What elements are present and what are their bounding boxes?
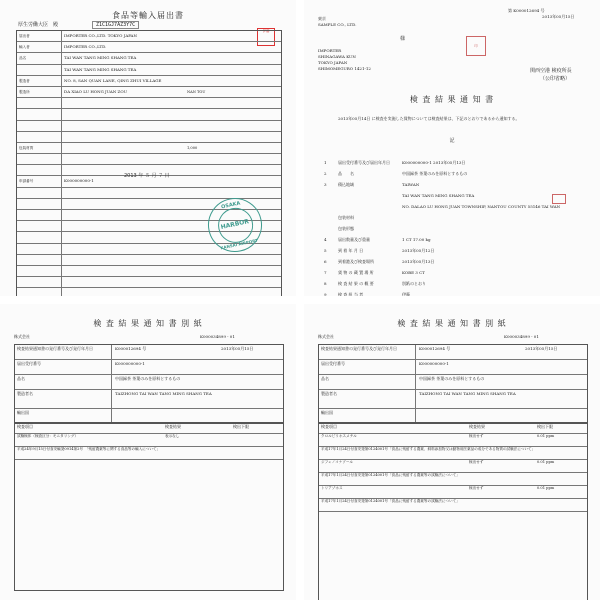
notification-form-table <box>16 30 282 296</box>
form-row-label <box>17 98 62 108</box>
form-row-label <box>17 277 62 287</box>
form-row <box>17 288 281 296</box>
results-row <box>15 434 283 447</box>
notice-item-number: 3 <box>324 182 327 187</box>
addressee-line-1: 東京 <box>318 16 326 21</box>
notice-items-list <box>324 160 584 296</box>
form-row <box>17 154 281 165</box>
notice-item-label: 包装形態 <box>338 226 354 231</box>
form-row-label <box>17 221 62 231</box>
form-row <box>17 255 281 266</box>
results-item: ジフェノコナゾール <box>321 460 353 464</box>
notice-item-value: 伊藤 <box>402 292 410 296</box>
inspection-result-notice-page <box>304 0 600 296</box>
notice-item-value: 中国緑茶 茶葉のみを原料とするもの <box>402 171 468 176</box>
notice-item-number: 1 <box>324 160 327 165</box>
results-header <box>319 423 587 434</box>
results-blank-area <box>15 460 283 590</box>
form-row-label: 届出者 <box>17 31 62 41</box>
results-row <box>319 460 587 473</box>
results-item: トリアゾホス <box>321 486 343 490</box>
results-item: 平成17年1月24日付食安発第0124001号「食品に残留する農薬等の試験法について」 <box>321 473 460 477</box>
form-row <box>17 277 281 288</box>
seal-box: 印 <box>466 36 486 56</box>
form-row-value: DA XIAO LU HONG JUAN ZOU <box>64 88 127 94</box>
notice-item <box>324 248 584 259</box>
results-header-item: 検査項目 <box>17 424 33 429</box>
divider <box>415 409 416 423</box>
info-value: K000012694 号 <box>115 346 147 351</box>
attachment-info-table <box>14 344 284 424</box>
form-row <box>17 121 281 132</box>
handwritten-date: 2013 年 ５ 月 ７ 日 <box>124 173 170 179</box>
form-row-label <box>17 188 62 198</box>
results-header <box>15 423 283 434</box>
results-blank-area <box>319 512 587 600</box>
addressee: 厚生労働大臣 殿 <box>18 22 59 28</box>
attachment-doc-no: K000034899 - 01 <box>200 334 235 339</box>
notice-item <box>324 270 584 281</box>
form-row-label: 製造所 <box>17 87 62 97</box>
info-label: 届出受付番号 <box>321 361 345 366</box>
results-item: 平成17年1月24日付食安発第0124001号「食品に残留する農薬、飼料添加物又は動物用医薬品の成分である物質の試験法について」 <box>321 447 536 451</box>
notice-item <box>324 259 584 270</box>
info-row <box>319 360 587 375</box>
result-attachment-page-1 <box>0 304 296 600</box>
issuer-line-2: （公印省略） <box>540 76 571 82</box>
notice-item <box>324 215 584 226</box>
notice-item <box>324 193 584 204</box>
address-line-4: SHIMOMEGURO 1421-12 <box>318 66 371 71</box>
attachment-doc-no: K000034899 - 01 <box>504 334 539 339</box>
form-row <box>17 65 281 76</box>
results-value: 検出せず <box>469 434 484 438</box>
results-row <box>15 447 283 460</box>
notice-item-label: 貨 物 の 蔵 置 場 所 <box>338 270 374 275</box>
form-row-label <box>17 165 62 175</box>
notice-item-label: 到 着 年 月 日 <box>338 248 364 253</box>
form-row <box>17 266 281 277</box>
info-value: TAIZHONG TAI WAN TANG MING SHANG TEA <box>419 391 516 396</box>
divider <box>111 390 112 408</box>
form-row-label: 品名 <box>17 53 62 63</box>
issuer-line-1: 関西空港 検疫所長 <box>530 68 572 74</box>
form-row-label <box>17 232 62 242</box>
info-value: K000000000-1 <box>115 361 145 366</box>
info-row <box>319 409 587 423</box>
addressee-line-2: SAMPLE CO., LTD. <box>318 22 357 27</box>
attachment-title: 検 査 結 果 通 知 書 別 紙 <box>93 319 203 328</box>
notice-item <box>324 281 584 292</box>
form-row-label <box>17 210 62 220</box>
results-row <box>319 499 587 512</box>
attachment-results-table <box>318 422 588 600</box>
results-row <box>319 473 587 486</box>
info-label: 輸出国 <box>17 410 29 415</box>
notice-item-label: 検 査 担 当 者 <box>338 292 364 296</box>
form-row-label <box>17 244 62 254</box>
divider <box>111 360 112 374</box>
notice-item <box>324 226 584 237</box>
notice-item <box>324 182 584 193</box>
notice-item-value: 2013年05月13日 <box>402 259 435 264</box>
results-value: 検出せず <box>469 486 484 490</box>
notice-item <box>324 237 584 248</box>
results-limit: 0.01 ppm <box>537 486 555 490</box>
divider <box>111 409 112 423</box>
notice-item <box>324 204 584 215</box>
results-limit: 0.01 ppm <box>537 460 555 464</box>
form-row-label <box>17 266 62 276</box>
form-row-label: 製造者 <box>17 76 62 86</box>
info-label: 品名 <box>17 376 25 381</box>
form-row-label <box>17 121 62 131</box>
info-date: 2013年05月15日 <box>525 346 558 351</box>
results-value: 検出せず <box>469 460 484 464</box>
notice-item-number: 7 <box>324 270 327 275</box>
ki-heading: 記 <box>449 138 455 144</box>
quarantine-round-stamp: OSAKA HARBOR KANSAI AIRPORT <box>203 193 267 257</box>
info-label: 検査結果通知書の発行番号及び発行年月日 <box>321 346 397 351</box>
results-header-limit: 検出下限 <box>233 424 249 429</box>
notice-item-label: 検 査 結 果 の 概 要 <box>338 281 374 286</box>
import-notification-form-page <box>0 0 296 296</box>
notice-item-value: KOBE 3 CT <box>402 270 425 275</box>
doc-number: 第 K000012694 号 <box>508 8 545 13</box>
notice-item-label: 届出受付番号及び届出年月日 <box>338 160 390 165</box>
issue-date: 2013年05月15日 <box>542 14 575 19</box>
info-row <box>15 390 283 409</box>
info-value: TAIZHONG TAI WAN TANG MING SHANG TEA <box>115 391 212 396</box>
address-line-1: IMPORTER <box>318 48 342 53</box>
form-title: 食品等輸入届出書 <box>112 11 184 20</box>
form-row <box>17 53 281 64</box>
form-row-label: 包装材質 <box>17 143 62 153</box>
red-seal-stamp: 伊藤 <box>257 28 275 46</box>
info-row <box>15 360 283 375</box>
info-label: 検査結果通知書の発行番号及び発行年月日 <box>17 346 93 351</box>
info-label: 輸出国 <box>321 410 333 415</box>
results-value: 表示なし <box>165 434 180 438</box>
address-line-3: TOKYO JAPAN <box>318 60 348 65</box>
form-row <box>17 132 281 143</box>
form-row-value: TAI WAN TANG MING SHANG TEA <box>64 55 137 61</box>
info-label: 製造者名 <box>17 391 33 396</box>
results-item: クロルピリホスメチル <box>321 434 357 438</box>
results-limit: 0.01 ppm <box>537 434 555 438</box>
info-row <box>319 345 587 360</box>
notice-item-label: 到着港及び検査場所 <box>338 259 374 264</box>
results-header-result: 検査結果 <box>165 424 181 429</box>
divider <box>111 375 112 389</box>
notice-item-value: 1 CT 17.00 kg <box>402 237 431 242</box>
notice-item-label: 届出数量及び重量 <box>338 237 370 242</box>
info-value: K000000000-1 <box>419 361 449 366</box>
notice-item-number: 2 <box>324 171 327 176</box>
form-row-label <box>17 109 62 119</box>
form-row-label <box>17 255 62 265</box>
form-row <box>17 188 281 199</box>
notice-item-number: 4 <box>324 237 327 242</box>
info-row <box>319 375 587 390</box>
info-value: 中国緑茶 茶葉のみを原料とするもの <box>115 376 181 381</box>
address-line-2: SHINAGAWA KUN <box>318 54 356 59</box>
form-row-label <box>17 132 62 142</box>
results-row <box>319 434 587 447</box>
divider <box>111 345 112 359</box>
results-header-result: 検査結果 <box>469 424 485 429</box>
notice-item <box>324 160 584 171</box>
form-row <box>17 31 281 42</box>
form-row <box>17 109 281 120</box>
results-row <box>319 486 587 499</box>
form-row-value: K000000000-1 <box>64 178 94 184</box>
form-row <box>17 143 281 154</box>
attachment-title: 検 査 結 果 通 知 書 別 紙 <box>397 319 507 328</box>
form-row <box>17 42 281 53</box>
company-name: 株式会社 <box>14 334 30 339</box>
divider <box>415 390 416 408</box>
notice-item <box>324 171 584 182</box>
info-value: 中国緑茶 茶葉のみを原料とするもの <box>419 376 485 381</box>
notice-item-value: K000000000-1 2013年05月13日 <box>402 160 466 165</box>
attachment-info-table <box>318 344 588 424</box>
form-row-value: NO. 8, SAN QUAN LANE, QING ZHUI VILLAGE <box>64 77 162 83</box>
notice-title: 検 査 結 果 通 知 書 <box>409 95 495 104</box>
info-value: K000012694 号 <box>419 346 451 351</box>
form-row <box>17 98 281 109</box>
info-date: 2013年05月15日 <box>221 346 254 351</box>
results-item: 平成24年9月15日付食安輸発0914第2号 「残留農薬等に関する食品等の輸入について」 <box>17 447 161 451</box>
form-row-value: IMPORTER CO.,LTD. TOKYO JAPAN <box>64 33 137 38</box>
info-label: 品名 <box>321 376 329 381</box>
form-row-value: IMPORTER CO.,LTD. <box>64 44 107 50</box>
form-row-extra: 1,000 <box>187 145 198 150</box>
honorific: 様 <box>400 36 406 42</box>
notice-item-number: 6 <box>324 259 327 264</box>
info-row <box>319 390 587 409</box>
results-header-limit: 検出下限 <box>537 424 553 429</box>
notice-item-label: 積込地域 <box>338 182 354 187</box>
form-row-label <box>17 65 62 75</box>
barcode-id: Z1C1GJ7AZ3Y7C <box>92 21 139 29</box>
form-row-label <box>17 154 62 164</box>
form-row <box>17 87 281 98</box>
notice-item-number: 5 <box>324 248 327 253</box>
divider <box>415 345 416 359</box>
info-row <box>15 409 283 423</box>
notice-item-number: 8 <box>324 281 327 286</box>
notice-item-value: TAI WAN TANG MING SHANG TEA <box>402 193 475 198</box>
form-row-label: 輸入者 <box>17 42 62 52</box>
notice-item-value: NO. DALAO LU HONG JUAN TOWNSHIP, NANTOU COUNTY 55146 TAI WAN <box>402 204 561 209</box>
notice-item-number: 9 <box>324 292 327 296</box>
inspector-signature-box <box>552 194 566 204</box>
results-header-item: 検査項目 <box>321 424 337 429</box>
form-row-value: TAI WAN TANG MING SHANG TEA <box>64 66 137 72</box>
notice-item-value: 別紙のとおり <box>402 281 426 286</box>
form-row-label <box>17 199 62 209</box>
divider <box>415 375 416 389</box>
results-item: 平成17年1月24日付食安発第0124001号「食品に残留する農薬等の試験法について」 <box>321 499 460 503</box>
notice-item-value: 2013年05月12日 <box>402 248 435 253</box>
results-item: 試験検体（検査区分：モニタリング） <box>17 434 79 438</box>
info-row <box>15 345 283 360</box>
notice-intro: 2013年05月14日 に検査を実施した貨物については検査結果は、下記のとおりであるから通知する。 <box>338 116 520 121</box>
result-attachment-page-2 <box>304 304 600 600</box>
notice-item-label: 包装材料 <box>338 215 354 220</box>
form-row-extra: NAN TOU <box>187 89 206 94</box>
divider <box>415 360 416 374</box>
company-name: 株式会社 <box>318 334 334 339</box>
info-row <box>15 375 283 390</box>
form-row-label: 申請番号 <box>17 176 62 186</box>
notice-item <box>324 292 584 296</box>
form-row <box>17 76 281 87</box>
results-row <box>319 447 587 460</box>
form-row-label <box>17 288 62 296</box>
notice-item-label: 品 名 <box>338 171 354 176</box>
info-label: 届出受付番号 <box>17 361 41 366</box>
info-label: 製造者名 <box>321 391 337 396</box>
notice-item-value: TAIWAN <box>402 182 420 187</box>
attachment-results-table <box>14 422 284 591</box>
